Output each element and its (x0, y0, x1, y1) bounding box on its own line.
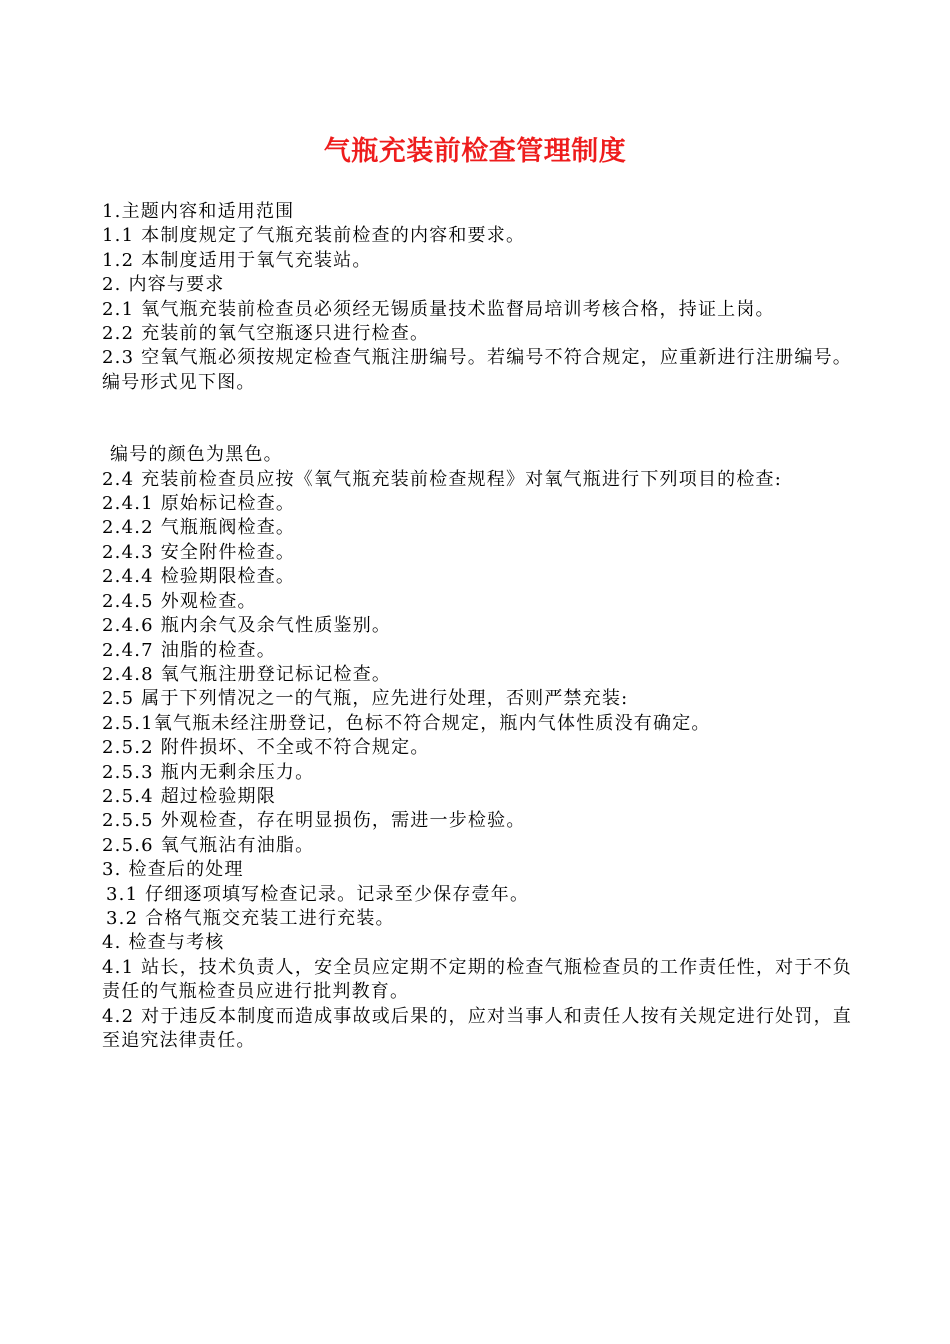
section-1-heading: 1.主题内容和适用范围 (102, 201, 295, 222)
paragraph-3-2: 3.2 合格气瓶交充装工进行充装。 (106, 907, 395, 929)
paragraph-2-4-4: 2.4.4 检验期限检查。 (102, 566, 296, 588)
paragraph-4-2: 4.2 对于违反本制度而造成事故或后果的，应对当事人和责任人按有关规定进行处罚，直至追究法律责任。 (102, 1005, 852, 1051)
paragraph-4-1: 4.1 站长，技术负责人，安全员应定期不定期的检查气瓶检查员的工作责任性，对于不负责任的气瓶检查员应进行批判教育。 (102, 956, 852, 1003)
paragraph-2-5-6: 2.5.6 氧气瓶沾有油脂。 (102, 834, 315, 856)
paragraph-2-4-7: 2.4.7 油脂的检查。 (102, 639, 276, 661)
paragraph-2-5-1: 2.5.1氧气瓶未经注册登记，色标不符合规定，瓶内气体性质没有确定。 (102, 712, 711, 734)
figure-placeholder (102, 395, 852, 443)
paragraph-2-5-2: 2.5.2 附件损坏、不全或不符合规定。 (102, 737, 430, 759)
paragraph-2-5-3: 2.5.3 瓶内无剩余压力。 (102, 761, 315, 783)
paragraph-2-1: 2.1 氧气瓶充装前检查员必须经无锡质量技术监督局培训考核合格，持证上岗。 (102, 298, 775, 320)
section-2-heading: 2. 内容与要求 (102, 274, 225, 296)
paragraph-2-4-2: 2.4.2 气瓶瓶阀检查。 (102, 517, 296, 539)
paragraph-2-5-5: 2.5.5 外观检查，存在明显损伤，需进一步检验。 (102, 810, 526, 832)
paragraph-1-1: 1.1 本制度规定了气瓶充装前检查的内容和要求。 (102, 225, 526, 247)
paragraph-2-4: 2.4 充装前检查员应按《氧气瓶充装前检查规程》对氧气瓶进行下列项目的检查: (102, 468, 783, 490)
paragraph-2-2: 2.2 充装前的氧气空瓶逐只进行检查。 (102, 323, 430, 345)
section-4-heading: 4. 检查与考核 (102, 932, 225, 954)
document-body (102, 200, 852, 1053)
document-title: 气瓶充装前检查管理制度 (323, 136, 627, 167)
paragraph-2-4-5: 2.4.5 外观检查。 (102, 590, 257, 612)
paragraph-2-4-1: 2.4.1 原始标记检查。 (102, 493, 296, 515)
paragraph-2-4-3: 2.4.3 安全附件检查。 (102, 541, 296, 563)
section-3-heading: 3. 检查后的处理 (102, 859, 244, 881)
paragraph-number-color: 编号的颜色为黑色。 (110, 444, 283, 466)
paragraph-2-5-4: 2.5.4 超过检验期限 (102, 785, 276, 807)
paragraph-2-4-8: 2.4.8 氧气瓶注册登记标记检查。 (102, 663, 392, 685)
paragraph-1-2: 1.2 本制度适用于氧气充装站。 (102, 249, 372, 271)
paragraph-3-1: 3.1 仔细逐项填写检查记录。记录至少保存壹年。 (106, 883, 530, 905)
paragraph-2-4-6: 2.4.6 瓶内余气及余气性质鉴别。 (102, 615, 392, 637)
paragraph-2-5: 2.5 属于下列情况之一的气瓶，应先进行处理，否则严禁充装: (102, 688, 629, 710)
paragraph-2-3: 2.3 空氧气瓶必须按规定检查气瓶注册编号。若编号不符合规定，应重新进行注册编号。编号形式见下图。 (102, 347, 852, 393)
